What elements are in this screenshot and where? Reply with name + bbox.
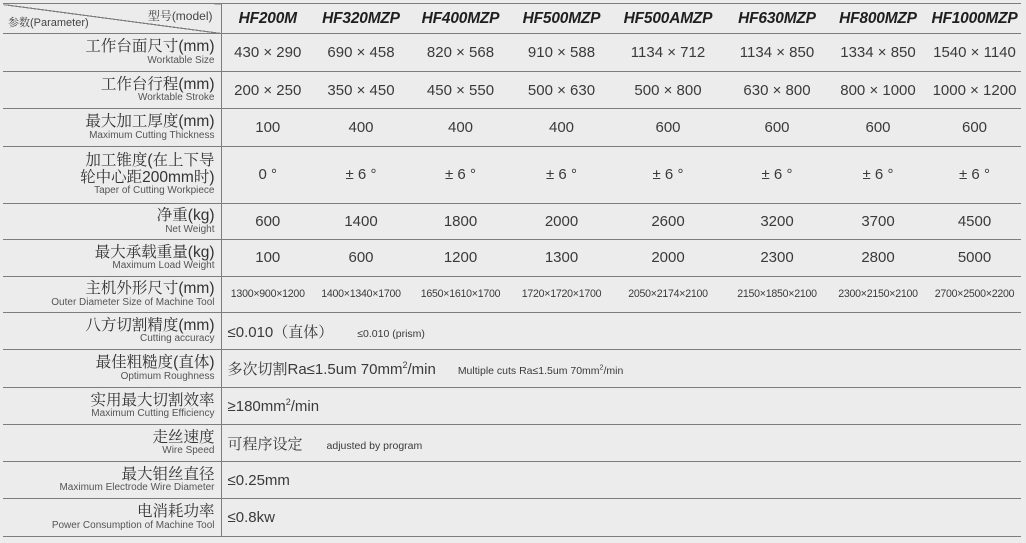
- label-cn: 实用最大切割效率: [90, 391, 215, 409]
- table-cell: ± 6 °: [928, 146, 1021, 203]
- model-header: HF400MZP: [408, 4, 513, 34]
- row-net-weight: [3, 203, 1021, 239]
- value-text: ≥180mm: [227, 397, 286, 415]
- model-header: HF320MZP: [314, 4, 408, 34]
- label-cn: 走丝速度: [152, 428, 215, 446]
- label-en: Cutting accuracy: [140, 333, 215, 345]
- table-cell: 800 × 1000: [828, 71, 928, 108]
- table-cell: 1000 × 1200: [928, 71, 1021, 108]
- row-worktable-size: [3, 34, 1021, 71]
- label-en: Outer Diameter Size of Machine Tool: [51, 296, 215, 308]
- table-cell: ± 6 °: [408, 146, 513, 203]
- table-cell: [221, 312, 1021, 349]
- header-row: [3, 4, 1021, 34]
- row-roughness: [3, 350, 1021, 387]
- table-cell: 2150×1850×2100: [726, 276, 828, 312]
- table-cell: 3200: [726, 203, 828, 239]
- table-cell: 600: [828, 109, 928, 146]
- row-outer-size: [3, 276, 1021, 312]
- row-label: [3, 350, 221, 387]
- model-header: HF500AMZP: [610, 4, 726, 34]
- table-cell: 2600: [610, 203, 726, 239]
- table-cell: 1800: [408, 203, 513, 239]
- row-taper: [3, 146, 1021, 203]
- superscript: 2: [402, 360, 408, 371]
- table-cell: 2700×2500×2200: [928, 276, 1021, 312]
- table-cell: 430 × 290: [221, 34, 314, 71]
- label-en: Taper of Cutting Workpiece: [94, 185, 215, 197]
- label-cn: 净重(kg): [156, 207, 215, 225]
- label-cn: 最佳粗糙度(直体): [95, 354, 215, 372]
- table-cell: 400: [314, 109, 408, 146]
- row-label: [3, 276, 221, 312]
- table-cell: 1134 × 712: [610, 34, 726, 71]
- model-header: HF800MZP: [828, 4, 928, 34]
- row-label: [3, 312, 221, 349]
- label-cn: 加工锥度(在上下导: [85, 152, 215, 170]
- table-cell: 5000: [928, 240, 1021, 276]
- value-en: ≤0.010 (prism): [357, 327, 425, 340]
- header-corner: [3, 4, 221, 34]
- table-cell: 350 × 450: [314, 71, 408, 108]
- label-cn: 八方切割精度(mm): [85, 316, 215, 334]
- table-cell: 200 × 250: [221, 71, 314, 108]
- value-unit: /min: [407, 361, 436, 379]
- label-en: Maximum Load Weight: [112, 260, 215, 272]
- value-cn: 可程序设定: [227, 435, 303, 453]
- value-cn: 多次切割Ra≤1.5um 70mm: [227, 361, 403, 379]
- table-cell: 100: [221, 109, 314, 146]
- row-label: [3, 499, 221, 537]
- table-cell: 1400×1340×1700: [314, 276, 408, 312]
- label-en: Worktable Stroke: [137, 92, 215, 104]
- model-header: HF200M: [221, 4, 314, 34]
- table-cell: 600: [928, 109, 1021, 146]
- value-unit: /min: [290, 397, 320, 415]
- table-cell: [221, 350, 1021, 387]
- label-en: Maximum Electrode Wire Diameter: [59, 482, 215, 494]
- label-cn: 轮中心距200mm时): [80, 168, 215, 186]
- table-cell: ± 6 °: [726, 146, 828, 203]
- table-cell: 690 × 458: [314, 34, 408, 71]
- superscript: 2: [599, 364, 604, 372]
- superscript: 2: [285, 396, 291, 407]
- label-cn: 最大加工厚度(mm): [85, 113, 215, 131]
- table-cell: 600: [221, 203, 314, 239]
- table-cell: 400: [408, 109, 513, 146]
- value-en: adjusted by program: [326, 439, 423, 452]
- label-en: Worktable Size: [147, 54, 215, 66]
- table-cell: ± 6 °: [610, 146, 726, 203]
- row-efficiency: [3, 387, 1021, 424]
- table-cell: ± 6 °: [314, 146, 408, 203]
- label-cn: 最大钼丝直径: [121, 465, 215, 483]
- table-cell: 500 × 630: [513, 71, 610, 108]
- table-cell: 100: [221, 240, 314, 276]
- label-en: Maximum Cutting Efficiency: [91, 408, 215, 420]
- label-cn: 电消耗功率: [136, 503, 215, 521]
- table-cell: 450 × 550: [408, 71, 513, 108]
- row-label: [3, 109, 221, 146]
- row-max-load: [3, 240, 1021, 276]
- label-cn: 工作台面尺寸(mm): [85, 38, 215, 56]
- table-cell: 1200: [408, 240, 513, 276]
- table-cell: 2000: [513, 203, 610, 239]
- table-cell: 1300×900×1200: [221, 276, 314, 312]
- row-label: [3, 203, 221, 239]
- table-cell: 1400: [314, 203, 408, 239]
- table-cell: [221, 425, 1021, 461]
- row-label: [3, 240, 221, 276]
- model-header: HF500MZP: [513, 4, 610, 34]
- table-cell: 1540 × 1140: [928, 34, 1021, 71]
- param-label: 参数(Parameter): [8, 17, 89, 30]
- table-cell: 500 × 800: [610, 71, 726, 108]
- label-cn: 工作台行程(mm): [100, 75, 215, 93]
- table-cell: 600: [726, 109, 828, 146]
- row-label: [3, 461, 221, 498]
- table-cell: 0 °: [221, 146, 314, 203]
- row-label: [3, 71, 221, 108]
- table-cell: ≤0.25mm: [221, 461, 1021, 498]
- table-cell: 400: [513, 109, 610, 146]
- label-en: Power Consumption of Machine Tool: [51, 519, 215, 531]
- table-cell: 1650×1610×1700: [408, 276, 513, 312]
- table-cell: ≤0.8kw: [221, 499, 1021, 537]
- table-cell: 910 × 588: [513, 34, 610, 71]
- table-cell: 2050×2174×2100: [610, 276, 726, 312]
- table-cell: 3700: [828, 203, 928, 239]
- model-header: HF1000MZP: [928, 4, 1021, 34]
- label-cn: 主机外形尺寸(mm): [85, 280, 215, 297]
- table-cell: 1300: [513, 240, 610, 276]
- label-en: Maximum Cutting Thickness: [89, 129, 215, 141]
- row-worktable-stroke: [3, 71, 1021, 108]
- row-wire-diameter: [3, 461, 1021, 498]
- spec-table: [3, 3, 1021, 537]
- table-cell: 1134 × 850: [726, 34, 828, 71]
- row-max-thickness: [3, 109, 1021, 146]
- table-cell: 2300: [726, 240, 828, 276]
- label-en: Net Weight: [165, 223, 215, 235]
- model-label: 型号(model): [147, 9, 213, 23]
- note-unit: /min: [603, 365, 624, 378]
- table-cell: [221, 387, 1021, 424]
- table-cell: 630 × 800: [726, 71, 828, 108]
- table-cell: 820 × 568: [408, 34, 513, 71]
- table-cell: 2300×2150×2100: [828, 276, 928, 312]
- label-en: Wire Speed: [162, 445, 215, 457]
- row-label: [3, 34, 221, 71]
- table-cell: 4500: [928, 203, 1021, 239]
- model-header: HF630MZP: [726, 4, 828, 34]
- note-text: Multiple cuts Ra≤1.5um 70mm: [457, 365, 600, 378]
- table-cell: 600: [610, 109, 726, 146]
- label-en: Optimum Roughness: [120, 370, 215, 382]
- label-cn: 最大承载重量(kg): [94, 243, 215, 261]
- row-label: [3, 425, 221, 461]
- row-wire-speed: [3, 425, 1021, 461]
- row-label: [3, 146, 221, 203]
- table-cell: 1334 × 850: [828, 34, 928, 71]
- row-label: [3, 387, 221, 424]
- table-cell: 2000: [610, 240, 726, 276]
- row-accuracy: [3, 312, 1021, 349]
- table-cell: 1720×1720×1700: [513, 276, 610, 312]
- row-power: [3, 499, 1021, 537]
- table-cell: 600: [314, 240, 408, 276]
- table-cell: 2800: [828, 240, 928, 276]
- value-cn: ≤0.010（直体）: [227, 323, 334, 341]
- value-en: [458, 365, 623, 377]
- table-cell: ± 6 °: [513, 146, 610, 203]
- table-cell: ± 6 °: [828, 146, 928, 203]
